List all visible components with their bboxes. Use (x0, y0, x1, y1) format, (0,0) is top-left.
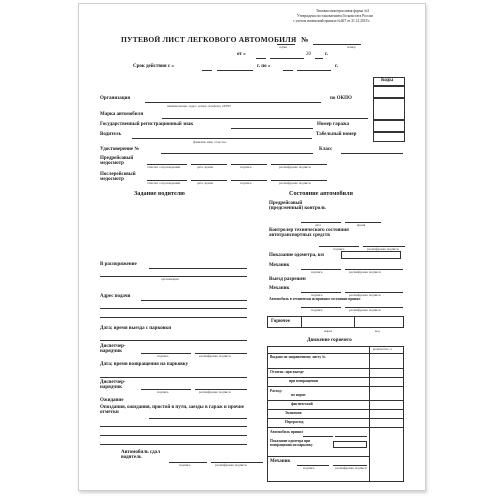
car-brand-field[interactable] (162, 118, 368, 119)
form-approved: Утверждена постановлением Госкомстата России (297, 14, 373, 18)
reg-sign-field[interactable] (231, 128, 313, 129)
departure-field[interactable] (100, 340, 247, 341)
disposal-field[interactable] (149, 268, 247, 269)
tab-no-box[interactable] (373, 132, 405, 142)
from-label: от « (237, 52, 246, 57)
garage-box[interactable] (373, 120, 405, 132)
car-state-heading: Состояние автомобиля (289, 190, 353, 197)
document-title: ПУТЕВОЙ ЛИСТ ЛЕГКОВОГО АВТОМОБИЛЯ (121, 35, 297, 44)
validity-label: Срок действия с « (133, 64, 174, 69)
driver-field[interactable] (132, 138, 312, 139)
okpo-code-box[interactable] (373, 86, 405, 98)
form-name: Типовая межотраслевая форма №3 (316, 9, 370, 13)
number-sign: № (301, 35, 309, 44)
organization-field[interactable] (145, 102, 321, 103)
odometer-box[interactable] (341, 251, 401, 259)
license-field[interactable] (161, 153, 313, 154)
odometer-return-box[interactable] (333, 441, 367, 448)
driver-task-heading: Задание водителю (134, 190, 185, 197)
return-field[interactable] (100, 377, 247, 378)
address-field[interactable] (141, 300, 247, 301)
waybill-document: Типовая межотраслевая форма №3 Утверждена постановлением Госкомстата России с учетом изменений приказа №467 от 21.12.2018 г. ПУТЕВОЙ ЛИСТ ЛЕГКОВОГО АВТОМОБИЛЯ № серия номер от « 20 г. Срок действия с « г. по « г. Коды Организация наименование, адрес, номер телефона, ОГРН по ОКПО Марка автомобиля Государственный регистрационный знак Номер гаража Водитель Табельный номер фамилия, имя, отчество Удостоверение № Класс Предрейсовый медосмотр отметка о прохождении дата, время подпись расшифровка подписи Послерейсовый медосмотр отметка о прохождении дата, время подпись расшифровка подписи Задание водителю Состояние автомобиля В распоряжение организации Адрес подачи Дата; время выезда с парковки Диспетчер-нарядчик подпись расшифровка подписи Дата; время возвращения на парковку Диспетчер-нарядчик подпись расшифровка подписи Ожидание Опоздания, ожидания, простой в пути, заезды в гараж и прочие отметки Автомобиль сдал водитель подпись расшифровка подписи Предрейсовый (предсменный) контроль дата время Контролер технического состояния автотранспортных средств подпись расшифровка подписи Показание одометра, км Механик подпись расшифровка подписи Выезд разрешен Механик подпись расшифровка подписи Автомобиль в технически исправном состоянии принял подпись расшифровка подписи Горючее марка код Движение горючего количество, л Выдано по заправочному листу № Остаток: при выезде при возвращении Расход: по норме фактический Экономия Перерасход Автомобиль принял Показание одометра при возвращении на парковку Механик подпись расшифровка подписи (78, 3, 426, 491)
class-field[interactable] (341, 153, 403, 154)
form-amended: с учетом изменений приказа №467 от 21.12.2018 г. (293, 19, 371, 23)
